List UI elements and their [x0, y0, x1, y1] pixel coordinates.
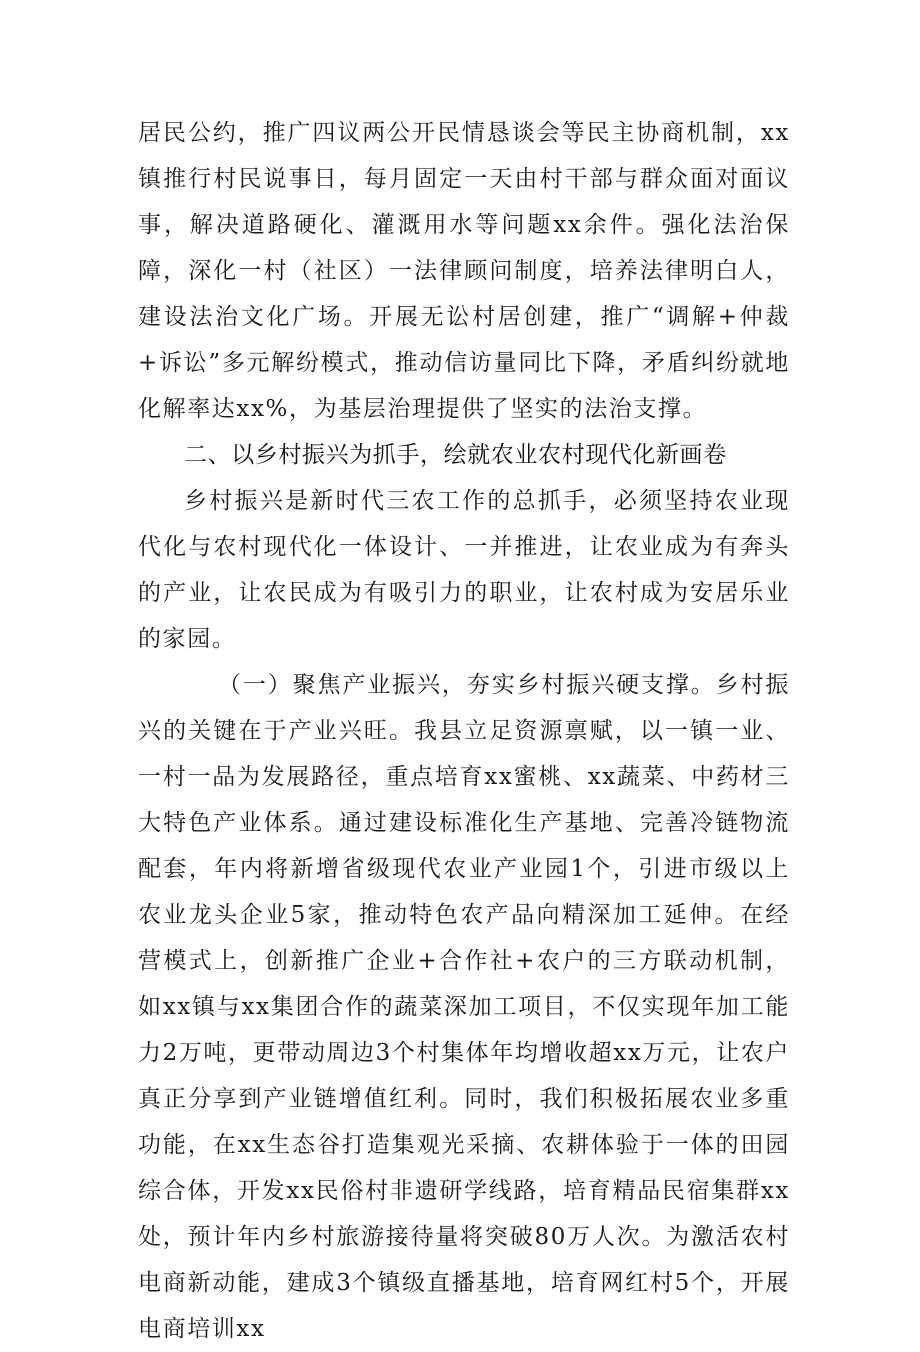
section-heading: 二、以乡村振兴为抓手，绘就农业农村现代化新画卷 — [184, 442, 727, 468]
continuation-paragraph: 居民公约，推广四议两公开民情恳谈会等民主协商机制，xx镇推行村民说事日，每月固定一天由村干部与群众面对面议事，解决道路硬化、灌溉用水等问题xx余件。强化法治保障，深化一村（社区）一法律顾问制度，培养法律明白人，建设法治文化广场。开展无讼村居创建，推广“调解+仲裁+诉讼”多元解纷模式，推动信访量同比下降，矛盾纠纷就地化解率达xx%，为基层治理提供了坚实的法治支撑。 — [138, 120, 790, 422]
section-intro-paragraph: 乡村振兴是新时代三农工作的总抓手，必须坚持农业现代化与农村现代化一体设计、一并推进，让农业成为有奔头的产业，让农民成为有吸引力的职业，让农村成为安居乐业的家园。 — [138, 488, 790, 652]
subsection-paragraph: （一）聚焦产业振兴，夯实乡村振兴硬支撑。乡村振兴的关键在于产业兴旺。我县立足资源禀赋，以一镇一业、一村一品为发展路径，重点培育xx蜜桃、xx蔬菜、中药材三大特色产业体系。通过建设标准化生产基地、完善冷链物流配套，年内将新增省级现代农业产业园1个，引进市级以上农业龙头企业5家，推动特色农产品向精深加工延伸。在经营模式上，创新推广企业+合作社+农户的三方联动机制，如xx镇与xx集团合作的蔬菜深加工项目，不仅实现年加工能力2万吨，更带动周边3个村集体年均增收超xx万元，让农户真正分享到产业链增值红利。同时，我们积极拓展农业多重功能，在xx生态谷打造集观光采摘、农耕体验于一体的田园综合体，开发xx民俗村非遗研学线路，培育精品民宿集群xx处，预计年内乡村旅游接待量将突破80万人次。为激活农村电商新动能，建成3个镇级直播基地，培育网红村5个，开展电商培训xx — [138, 672, 791, 1342]
document-body — [138, 110, 790, 1352]
